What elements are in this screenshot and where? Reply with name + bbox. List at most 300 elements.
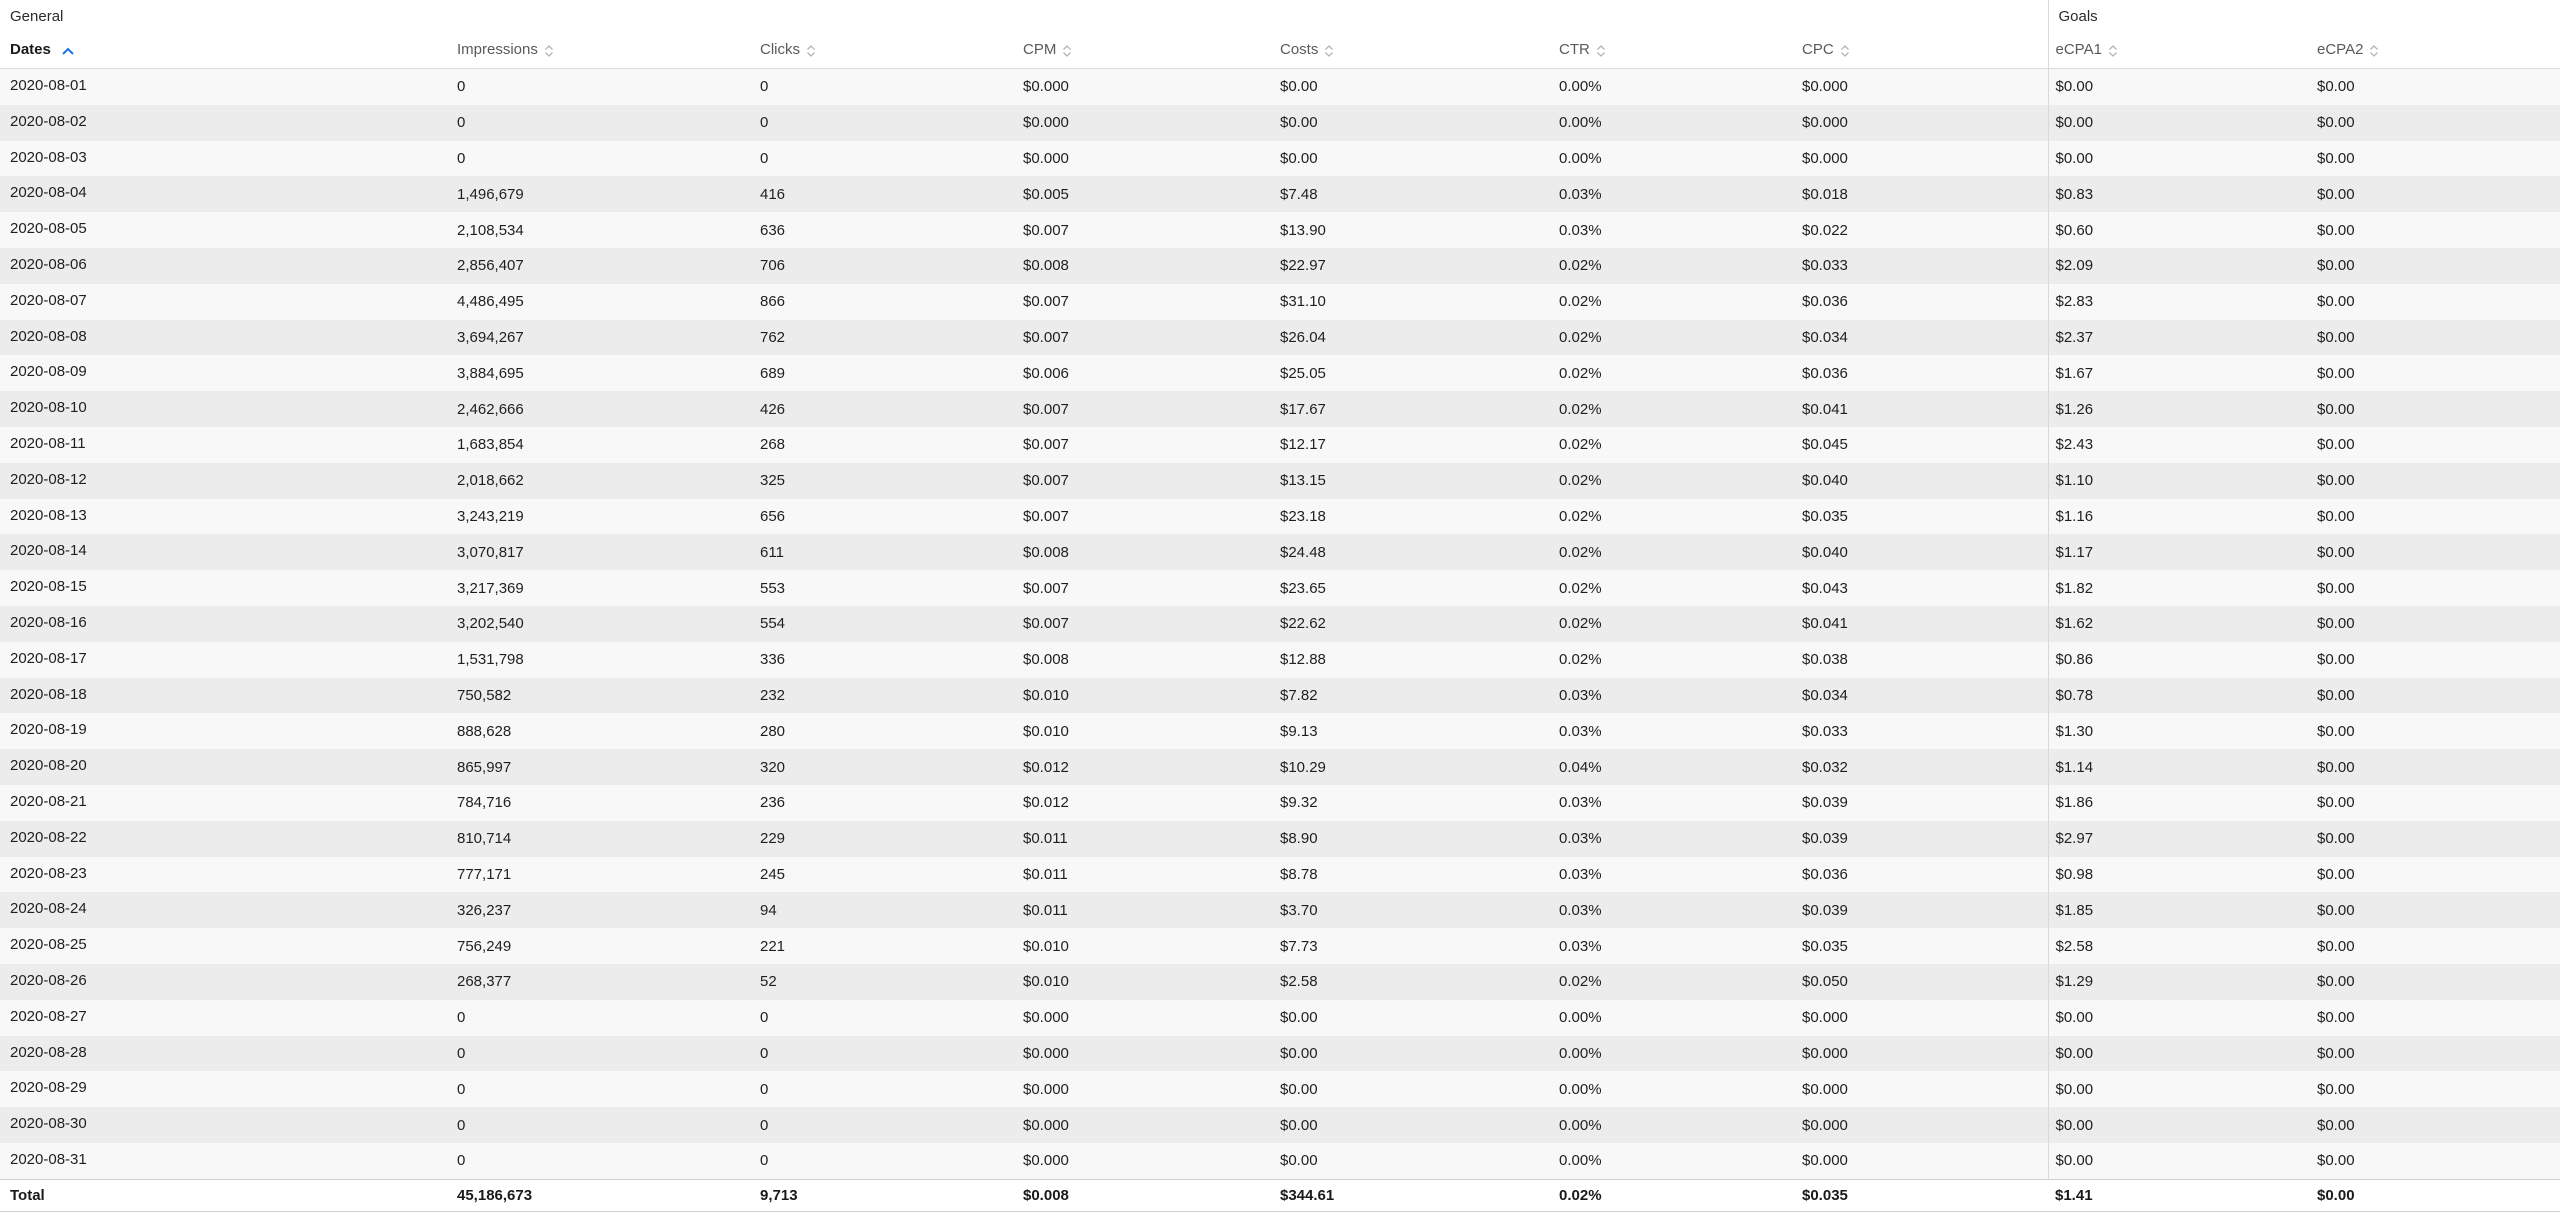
ecpa1-cell: $0.78: [2048, 678, 2310, 714]
ecpa2-cell: $0.00: [2310, 355, 2560, 391]
clicks-cell: 0: [753, 141, 1016, 177]
cpm-cell: $0.008: [1016, 248, 1273, 284]
ctr-cell: 0.02%: [1552, 499, 1795, 535]
ecpa1-cell: $0.00: [2048, 1036, 2310, 1072]
cpm-cell: $0.007: [1016, 570, 1273, 606]
table-row: [0, 606, 2560, 642]
header-ecpa2[interactable]: [2310, 32, 2560, 69]
group-goals-label: Goals: [2048, 0, 2560, 32]
impressions-cell: 810,714: [450, 821, 753, 857]
ecpa1-cell: $1.26: [2048, 391, 2310, 427]
costs-cell: $12.17: [1273, 427, 1552, 463]
date-cell: 2020-08-28: [0, 1036, 450, 1072]
cpm-cell: $0.007: [1016, 463, 1273, 499]
impressions-cell: 3,884,695: [450, 355, 753, 391]
column-header-row: [0, 32, 2560, 69]
clicks-cell: 236: [753, 785, 1016, 821]
ecpa1-cell: $0.60: [2048, 212, 2310, 248]
cpm-cell: $0.012: [1016, 749, 1273, 785]
impressions-cell: 326,237: [450, 892, 753, 928]
table-row: [0, 248, 2560, 284]
clicks-cell: 0: [753, 69, 1016, 105]
costs-cell: $13.90: [1273, 212, 1552, 248]
cpm-cell: $0.000: [1016, 1107, 1273, 1143]
cpc-cell: $0.033: [1795, 713, 2048, 749]
table-row: [0, 463, 2560, 499]
ecpa2-cell: $0.00: [2310, 570, 2560, 606]
ecpa2-cell: $0.00: [2310, 391, 2560, 427]
cpm-cell: $0.000: [1016, 69, 1273, 105]
cpm-cell: $0.007: [1016, 212, 1273, 248]
cpm-cell: $0.007: [1016, 284, 1273, 320]
table-row: [0, 284, 2560, 320]
date-cell: 2020-08-02: [0, 105, 450, 141]
clicks-cell: 221: [753, 928, 1016, 964]
table-row: [0, 1107, 2560, 1143]
ecpa1-cell: $1.16: [2048, 499, 2310, 535]
cpm-cell: $0.008: [1016, 642, 1273, 678]
cpm-cell: $0.000: [1016, 1071, 1273, 1107]
cpc-cell: $0.050: [1795, 964, 2048, 1000]
date-cell: 2020-08-10: [0, 391, 450, 427]
date-cell: 2020-08-26: [0, 964, 450, 1000]
impressions-cell: 750,582: [450, 678, 753, 714]
impressions-cell: 1,496,679: [450, 176, 753, 212]
costs-cell: $12.88: [1273, 642, 1552, 678]
ecpa2-cell: $0.00: [2310, 1036, 2560, 1072]
ctr-cell: 0.03%: [1552, 785, 1795, 821]
clicks-cell: 0: [753, 1000, 1016, 1036]
costs-cell: $9.13: [1273, 713, 1552, 749]
ecpa2-cell: $0.00: [2310, 212, 2560, 248]
costs-cell: $7.73: [1273, 928, 1552, 964]
ctr-cell: 0.03%: [1552, 821, 1795, 857]
sort-toggle-icon[interactable]: [1840, 43, 1850, 59]
cpm-cell: $0.006: [1016, 355, 1273, 391]
ecpa2-cell: $0.00: [2310, 928, 2560, 964]
ctr-cell: 0.03%: [1552, 678, 1795, 714]
ecpa1-cell: $2.37: [2048, 320, 2310, 356]
costs-cell: $7.82: [1273, 678, 1552, 714]
clicks-cell: 245: [753, 857, 1016, 893]
cpm-cell: $0.007: [1016, 391, 1273, 427]
clicks-cell: 689: [753, 355, 1016, 391]
cpc-cell: $0.036: [1795, 284, 2048, 320]
ecpa1-cell: $1.29: [2048, 964, 2310, 1000]
impressions-cell: 777,171: [450, 857, 753, 893]
costs-cell: $0.00: [1273, 1143, 1552, 1179]
table-row: [0, 785, 2560, 821]
cpm-cell: $0.011: [1016, 821, 1273, 857]
ecpa1-cell: $0.00: [2048, 1071, 2310, 1107]
clicks-cell: 0: [753, 1143, 1016, 1179]
ecpa1-cell: $1.85: [2048, 892, 2310, 928]
clicks-cell: 866: [753, 284, 1016, 320]
cpc-cell: $0.000: [1795, 1107, 2048, 1143]
ecpa1-cell: $1.30: [2048, 713, 2310, 749]
table-body: [0, 69, 2560, 1180]
impressions-cell: 756,249: [450, 928, 753, 964]
ecpa2-cell: $0.00: [2310, 892, 2560, 928]
ctr-cell: 0.00%: [1552, 1107, 1795, 1143]
ctr-cell: 0.02%: [1552, 534, 1795, 570]
costs-cell: $22.97: [1273, 248, 1552, 284]
ecpa1-cell: $1.67: [2048, 355, 2310, 391]
clicks-cell: 0: [753, 1036, 1016, 1072]
total-impressions: 45,186,673: [450, 1179, 753, 1211]
costs-cell: $10.29: [1273, 749, 1552, 785]
ctr-cell: 0.02%: [1552, 606, 1795, 642]
cpm-cell: $0.010: [1016, 713, 1273, 749]
ctr-cell: 0.02%: [1552, 570, 1795, 606]
ctr-cell: 0.03%: [1552, 928, 1795, 964]
ecpa2-cell: $0.00: [2310, 1071, 2560, 1107]
ctr-cell: 0.02%: [1552, 248, 1795, 284]
impressions-cell: 3,070,817: [450, 534, 753, 570]
clicks-cell: 280: [753, 713, 1016, 749]
ecpa2-cell: $0.00: [2310, 1107, 2560, 1143]
cpc-cell: $0.034: [1795, 320, 2048, 356]
column-group-row: [0, 0, 2560, 32]
sort-toggle-icon[interactable]: [1062, 43, 1072, 59]
ecpa2-cell: $0.00: [2310, 857, 2560, 893]
ecpa1-cell: $0.00: [2048, 1000, 2310, 1036]
header-ctr[interactable]: [1552, 32, 1795, 69]
table-row: [0, 821, 2560, 857]
impressions-cell: 2,018,662: [450, 463, 753, 499]
clicks-cell: 52: [753, 964, 1016, 1000]
date-cell: 2020-08-21: [0, 785, 450, 821]
cpc-cell: $0.036: [1795, 857, 2048, 893]
date-cell: 2020-08-16: [0, 606, 450, 642]
column-label: CTR: [1559, 41, 1590, 59]
column-label: Impressions: [457, 41, 538, 59]
header-cpm[interactable]: [1016, 32, 1273, 69]
clicks-cell: 0: [753, 105, 1016, 141]
ecpa1-cell: $1.14: [2048, 749, 2310, 785]
ecpa1-cell: $2.97: [2048, 821, 2310, 857]
cpm-cell: $0.000: [1016, 105, 1273, 141]
ecpa1-cell: $0.00: [2048, 141, 2310, 177]
clicks-cell: 554: [753, 606, 1016, 642]
impressions-cell: 1,683,854: [450, 427, 753, 463]
cpc-cell: $0.040: [1795, 534, 2048, 570]
impressions-cell: 3,694,267: [450, 320, 753, 356]
impressions-cell: 268,377: [450, 964, 753, 1000]
header-ecpa1[interactable]: [2048, 32, 2310, 69]
cpc-cell: $0.041: [1795, 606, 2048, 642]
costs-cell: $2.58: [1273, 964, 1552, 1000]
date-cell: 2020-08-08: [0, 320, 450, 356]
ctr-cell: 0.02%: [1552, 355, 1795, 391]
table-row: [0, 355, 2560, 391]
date-cell: 2020-08-25: [0, 928, 450, 964]
ecpa2-cell: $0.00: [2310, 678, 2560, 714]
header-costs[interactable]: [1273, 32, 1552, 69]
table-row: [0, 892, 2560, 928]
total-ecpa2: $0.00: [2310, 1179, 2560, 1211]
cpc-cell: $0.039: [1795, 821, 2048, 857]
ctr-cell: 0.03%: [1552, 212, 1795, 248]
costs-cell: $7.48: [1273, 176, 1552, 212]
cpc-cell: $0.041: [1795, 391, 2048, 427]
clicks-cell: 416: [753, 176, 1016, 212]
impressions-cell: 0: [450, 1107, 753, 1143]
table-row: [0, 212, 2560, 248]
ecpa2-cell: $0.00: [2310, 427, 2560, 463]
table-row: [0, 105, 2560, 141]
table-row: [0, 749, 2560, 785]
costs-cell: $13.15: [1273, 463, 1552, 499]
table-row: [0, 1143, 2560, 1179]
impressions-cell: 2,856,407: [450, 248, 753, 284]
ctr-cell: 0.02%: [1552, 427, 1795, 463]
cpm-cell: $0.000: [1016, 141, 1273, 177]
impressions-cell: 0: [450, 1036, 753, 1072]
ecpa1-cell: $1.86: [2048, 785, 2310, 821]
cpm-cell: $0.007: [1016, 606, 1273, 642]
impressions-cell: 0: [450, 105, 753, 141]
table-row: [0, 678, 2560, 714]
ctr-cell: 0.02%: [1552, 320, 1795, 356]
ctr-cell: 0.03%: [1552, 176, 1795, 212]
ecpa1-cell: $2.83: [2048, 284, 2310, 320]
sort-toggle-icon[interactable]: [2108, 43, 2118, 59]
costs-cell: $31.10: [1273, 284, 1552, 320]
cpc-cell: $0.034: [1795, 678, 2048, 714]
total-cpc: $0.035: [1795, 1179, 2048, 1211]
table-row: [0, 928, 2560, 964]
impressions-cell: 888,628: [450, 713, 753, 749]
header-cpc[interactable]: [1795, 32, 2048, 69]
column-label: eCPA2: [2317, 41, 2364, 59]
cpc-cell: $0.032: [1795, 749, 2048, 785]
costs-cell: $3.70: [1273, 892, 1552, 928]
costs-cell: $8.90: [1273, 821, 1552, 857]
date-cell: 2020-08-29: [0, 1071, 450, 1107]
cpm-cell: $0.010: [1016, 964, 1273, 1000]
total-cpm: $0.008: [1016, 1179, 1273, 1211]
cpc-cell: $0.043: [1795, 570, 2048, 606]
costs-cell: $9.32: [1273, 785, 1552, 821]
clicks-cell: 94: [753, 892, 1016, 928]
sort-toggle-icon[interactable]: [1596, 43, 1606, 59]
ctr-cell: 0.02%: [1552, 964, 1795, 1000]
clicks-cell: 268: [753, 427, 1016, 463]
table-row: [0, 570, 2560, 606]
ecpa1-cell: $0.00: [2048, 69, 2310, 105]
cpc-cell: $0.036: [1795, 355, 2048, 391]
table-row: [0, 1071, 2560, 1107]
date-cell: 2020-08-22: [0, 821, 450, 857]
clicks-cell: 320: [753, 749, 1016, 785]
ecpa2-cell: $0.00: [2310, 821, 2560, 857]
costs-cell: $0.00: [1273, 105, 1552, 141]
date-cell: 2020-08-19: [0, 713, 450, 749]
costs-cell: $22.62: [1273, 606, 1552, 642]
ctr-cell: 0.02%: [1552, 642, 1795, 678]
impressions-cell: 0: [450, 1143, 753, 1179]
impressions-cell: 4,486,495: [450, 284, 753, 320]
ctr-cell: 0.00%: [1552, 69, 1795, 105]
cpm-cell: $0.011: [1016, 857, 1273, 893]
impressions-cell: 0: [450, 141, 753, 177]
date-cell: 2020-08-11: [0, 427, 450, 463]
date-cell: 2020-08-07: [0, 284, 450, 320]
group-general-label: General: [0, 0, 2048, 32]
table-row: [0, 141, 2560, 177]
ecpa2-cell: $0.00: [2310, 534, 2560, 570]
sort-toggle-icon[interactable]: [1324, 43, 1334, 59]
date-cell: 2020-08-30: [0, 1107, 450, 1143]
column-label: CPC: [1802, 41, 1834, 59]
clicks-cell: 0: [753, 1071, 1016, 1107]
table-row: [0, 964, 2560, 1000]
date-cell: 2020-08-12: [0, 463, 450, 499]
cpm-cell: $0.000: [1016, 1143, 1273, 1179]
cpc-cell: $0.022: [1795, 212, 2048, 248]
ecpa2-cell: $0.00: [2310, 141, 2560, 177]
date-cell: 2020-08-03: [0, 141, 450, 177]
ecpa1-cell: $2.43: [2048, 427, 2310, 463]
table-row: [0, 320, 2560, 356]
ecpa1-cell: $0.00: [2048, 105, 2310, 141]
cpc-cell: $0.000: [1795, 1036, 2048, 1072]
ecpa1-cell: $0.00: [2048, 1107, 2310, 1143]
date-cell: 2020-08-23: [0, 857, 450, 893]
clicks-cell: 0: [753, 1107, 1016, 1143]
column-label: eCPA1: [2055, 41, 2102, 59]
total-ecpa1: $1.41: [2048, 1179, 2310, 1211]
ctr-cell: 0.00%: [1552, 1071, 1795, 1107]
date-cell: 2020-08-14: [0, 534, 450, 570]
impressions-cell: 3,217,369: [450, 570, 753, 606]
sort-toggle-icon[interactable]: [806, 43, 816, 59]
table-row: [0, 1036, 2560, 1072]
clicks-cell: 706: [753, 248, 1016, 284]
clicks-cell: 636: [753, 212, 1016, 248]
impressions-cell: 3,202,540: [450, 606, 753, 642]
sort-ascending-icon[interactable]: [61, 43, 75, 59]
cpm-cell: $0.000: [1016, 1000, 1273, 1036]
cpm-cell: $0.007: [1016, 499, 1273, 535]
cpc-cell: $0.033: [1795, 248, 2048, 284]
table-row: [0, 427, 2560, 463]
header-dates[interactable]: [0, 32, 450, 69]
cpc-cell: $0.035: [1795, 928, 2048, 964]
header-impressions[interactable]: [450, 32, 753, 69]
total-row: [0, 1179, 2560, 1211]
cpc-cell: $0.018: [1795, 176, 2048, 212]
ctr-cell: 0.04%: [1552, 749, 1795, 785]
ctr-cell: 0.00%: [1552, 105, 1795, 141]
column-label: Clicks: [760, 41, 800, 59]
ctr-cell: 0.02%: [1552, 284, 1795, 320]
cpc-cell: $0.000: [1795, 141, 2048, 177]
impressions-cell: 2,462,666: [450, 391, 753, 427]
cpc-cell: $0.000: [1795, 1143, 2048, 1179]
costs-cell: $25.05: [1273, 355, 1552, 391]
date-cell: 2020-08-15: [0, 570, 450, 606]
clicks-cell: 336: [753, 642, 1016, 678]
clicks-cell: 611: [753, 534, 1016, 570]
ecpa1-cell: $1.62: [2048, 606, 2310, 642]
ecpa2-cell: $0.00: [2310, 642, 2560, 678]
table-row: [0, 69, 2560, 105]
impressions-cell: 1,531,798: [450, 642, 753, 678]
impressions-cell: 0: [450, 69, 753, 105]
clicks-cell: 553: [753, 570, 1016, 606]
table-row: [0, 391, 2560, 427]
ecpa2-cell: $0.00: [2310, 69, 2560, 105]
ecpa2-cell: $0.00: [2310, 1143, 2560, 1179]
date-cell: 2020-08-24: [0, 892, 450, 928]
cpm-cell: $0.007: [1016, 427, 1273, 463]
sort-toggle-icon[interactable]: [544, 43, 554, 59]
cpm-cell: $0.000: [1016, 1036, 1273, 1072]
sort-toggle-icon[interactable]: [2369, 43, 2379, 59]
ecpa2-cell: $0.00: [2310, 463, 2560, 499]
date-cell: 2020-08-06: [0, 248, 450, 284]
impressions-cell: 784,716: [450, 785, 753, 821]
ecpa2-cell: $0.00: [2310, 176, 2560, 212]
ecpa1-cell: $0.00: [2048, 1143, 2310, 1179]
total-ctr: 0.02%: [1552, 1179, 1795, 1211]
date-cell: 2020-08-01: [0, 69, 450, 105]
cpc-cell: $0.000: [1795, 1071, 2048, 1107]
ecpa1-cell: $0.86: [2048, 642, 2310, 678]
table-row: [0, 642, 2560, 678]
cpm-cell: $0.011: [1016, 892, 1273, 928]
ecpa2-cell: $0.00: [2310, 749, 2560, 785]
ctr-cell: 0.00%: [1552, 141, 1795, 177]
ctr-cell: 0.03%: [1552, 857, 1795, 893]
costs-cell: $26.04: [1273, 320, 1552, 356]
column-label: CPM: [1023, 41, 1057, 59]
cpc-cell: $0.040: [1795, 463, 2048, 499]
ctr-cell: 0.00%: [1552, 1036, 1795, 1072]
ctr-cell: 0.00%: [1552, 1000, 1795, 1036]
cpc-cell: $0.000: [1795, 105, 2048, 141]
cpc-cell: $0.000: [1795, 69, 2048, 105]
clicks-cell: 325: [753, 463, 1016, 499]
ecpa2-cell: $0.00: [2310, 606, 2560, 642]
cpc-cell: $0.045: [1795, 427, 2048, 463]
date-cell: 2020-08-09: [0, 355, 450, 391]
cpc-cell: $0.038: [1795, 642, 2048, 678]
costs-cell: $0.00: [1273, 1036, 1552, 1072]
header-clicks[interactable]: [753, 32, 1016, 69]
date-cell: 2020-08-17: [0, 642, 450, 678]
column-label: Dates: [10, 41, 51, 59]
impressions-cell: 0: [450, 1000, 753, 1036]
ecpa2-cell: $0.00: [2310, 248, 2560, 284]
costs-cell: $23.65: [1273, 570, 1552, 606]
costs-cell: $0.00: [1273, 141, 1552, 177]
date-cell: 2020-08-05: [0, 212, 450, 248]
cpc-cell: $0.035: [1795, 499, 2048, 535]
total-costs: $344.61: [1273, 1179, 1552, 1211]
ctr-cell: 0.03%: [1552, 892, 1795, 928]
costs-cell: $8.78: [1273, 857, 1552, 893]
clicks-cell: 426: [753, 391, 1016, 427]
costs-cell: $0.00: [1273, 1000, 1552, 1036]
date-cell: 2020-08-04: [0, 176, 450, 212]
ctr-cell: 0.02%: [1552, 391, 1795, 427]
ecpa2-cell: $0.00: [2310, 1000, 2560, 1036]
date-cell: 2020-08-27: [0, 1000, 450, 1036]
table-row: [0, 499, 2560, 535]
